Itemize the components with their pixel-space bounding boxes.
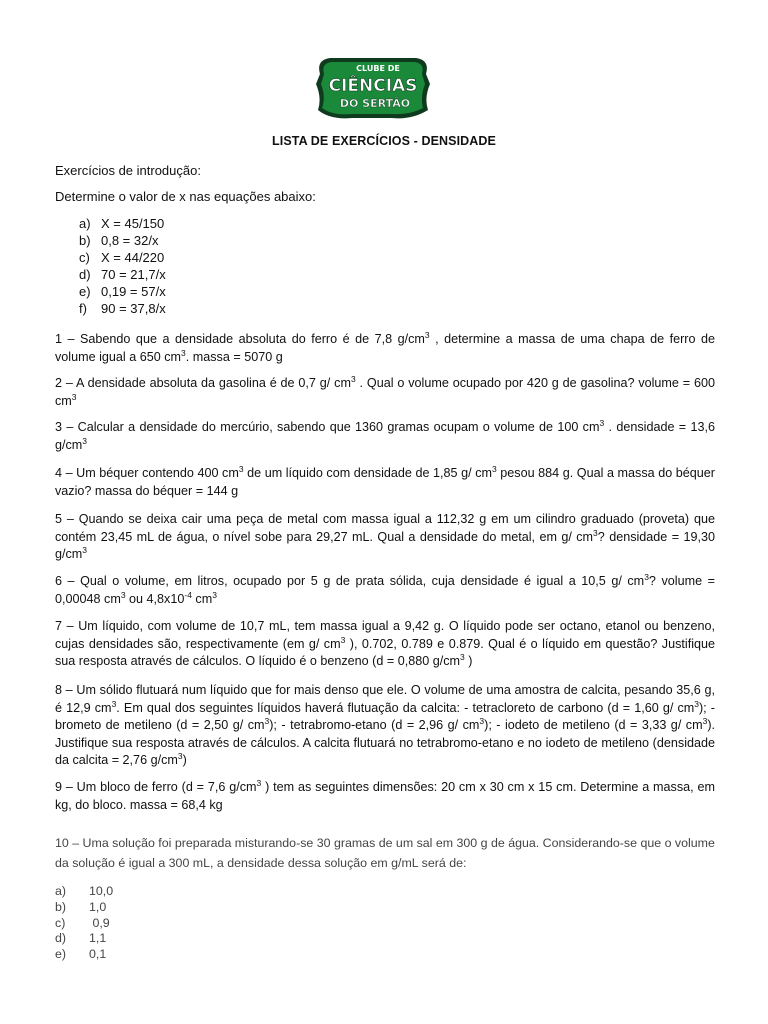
question-8: 8 – Um sólido flutuará num líquido que for mais denso que ele. O volume de uma amostra de calcita, pesando 35,6 g, é 12,9 $cm^3$. Em qual dos seguintes líquidos haverá flutuação da calcita: - tetracloreto de carbono (d = 1,60 g/ $cm^3$); - brometo de metileno (d = 2,50 g/ $cm^3$); - tetrabromo-etano (d = 2,96 g/ $cm^3$); - iodeto de metileno (d = 3,33 g/ $cm^3$). Justifique sua resposta através de cálculos. A calcita flutuará no tetrabromo-etano e no iodeto de metileno (densidade da calcita = 2,76 $g/cm^3$) (55, 683, 716, 767)
answer: massa = 5070 g (192, 349, 283, 364)
logo-line3: DO SERTÃO (339, 97, 411, 110)
question-2: 2 – A densidade absoluta da gasolina é de 0,7 g/ $cm^3$ . Qual o volume ocupado por 420 g de gasolina? volume = 600 $cm^3$ (55, 373, 715, 408)
list-item: c) X = 44/220 (79, 250, 165, 266)
list-item: d) 70 = 21,7/x (79, 267, 166, 283)
question-5: 5 – Quando se deixa cair uma peça de metal com massa igual a 112,32 g em um cilindro graduado (proveta) que contém 23,45 mL de água, o nível sobe para 29,27 mL. Qual a densidade do metal, em g/ $cm^3$? densidade = 19,30 $g/cm^3$ (55, 512, 715, 561)
list-item: b) 1,0 (55, 899, 107, 914)
page-title: LISTA DE EXERCÍCIOS - DENSIDADE (272, 134, 496, 148)
question-4: 4 – Um béquer contendo 400 $cm^3$ de um líquido com densidade de 1,85 g/ $cm^3$ pesou 884 g. Qual a massa do béquer vazio? massa do béquer = 144 g (55, 463, 715, 498)
answer: massa do béquer = 144 g (94, 483, 239, 498)
list-item: e) 0,1 (55, 947, 107, 962)
list-item: e) 0,19 = 57/x (79, 284, 166, 300)
logo-line1: CLUBE DE (356, 64, 400, 73)
answer-options (55, 884, 113, 963)
question-7: 7 – Um líquido, com volume de 10,7 mL, tem massa igual a 9,42 g. O líquido pode ser octano, etanol ou benzeno, cujas densidades são, respectivamente (em g/ $cm^3$ ), 0.702, 0.789 e 0.879. Qual é o líquido em questão? Justifique sua resposta através de cálculos. O líquido é o benzeno (d = 0,880 $g/cm^3$ ) (55, 619, 716, 668)
logo-line2: CIÊNCIAS (328, 76, 418, 96)
equation-list (79, 215, 166, 318)
question-1: 1 – Sabendo que a densidade absoluta do ferro é de 7,8 $g/cm^3$ , determine a massa de uma chapa de ferro de volume igual a 650 $cm^3$. massa = 5070 g (55, 329, 715, 364)
list-item: a) X = 45/150 (79, 216, 165, 231)
list-item: c) 0,9 (55, 915, 110, 930)
answer: densidade = 13,6 g/cm (55, 420, 715, 452)
intro-instruction: Determine o valor de x nas equações abaixo: (55, 189, 316, 204)
answer: volume = 0,00048 cm (55, 574, 715, 606)
question-3: 3 – Calcular a densidade do mercúrio, sabendo que 1360 gramas ocupam o volume de 100 $cm^3$ . densidade = 13,6 $g/cm^3$ (55, 417, 715, 452)
answer: A calcita flutuará no tetrabromo-etano e no iodeto de metileno (densidade da calcita = 2,76 g/cm (55, 735, 716, 767)
question-6: 6 – Qual o volume, em litros, ocupado por 5 g de prata sólida, cuja densidade é igual a 10,5 g/ $cm^3$? volume = 0,00048 $cm^3$ ou $4,8x10^{-4}$ $cm^3$ (55, 571, 715, 606)
intro-heading: Exercícios de introdução: (55, 163, 201, 178)
list-item: d) 1,1 (55, 931, 107, 946)
answer: massa = 68,4 kg (129, 797, 223, 812)
answer: volume = 600 cm (55, 376, 715, 408)
answer: O líquido é o benzeno (d = 0,880 g/cm (245, 654, 461, 668)
question-10: 10 – Uma solução foi preparada misturando-se 30 gramas de um sal em 300 g de água. Considerando-se que o volume da solução é igual a 300 mL, a densidade dessa solução em g/mL será de: (55, 836, 715, 870)
list-item: b) 0,8 = 32/x (79, 233, 159, 249)
list-item: a) 10,0 (55, 884, 114, 898)
clube-de-ciencias-logo (312, 54, 434, 122)
list-item: f) 90 = 37,8/x (79, 301, 166, 317)
question-9: 9 – Um bloco de ferro (d = 7,6 $g/cm^3$ ) tem as seguintes dimensões: 20 cm x 30 cm x 15 cm. Determine a massa, em kg, do bloco. massa = 68,4 kg (55, 777, 715, 812)
answer: densidade = 19,30 g/cm (55, 529, 715, 561)
